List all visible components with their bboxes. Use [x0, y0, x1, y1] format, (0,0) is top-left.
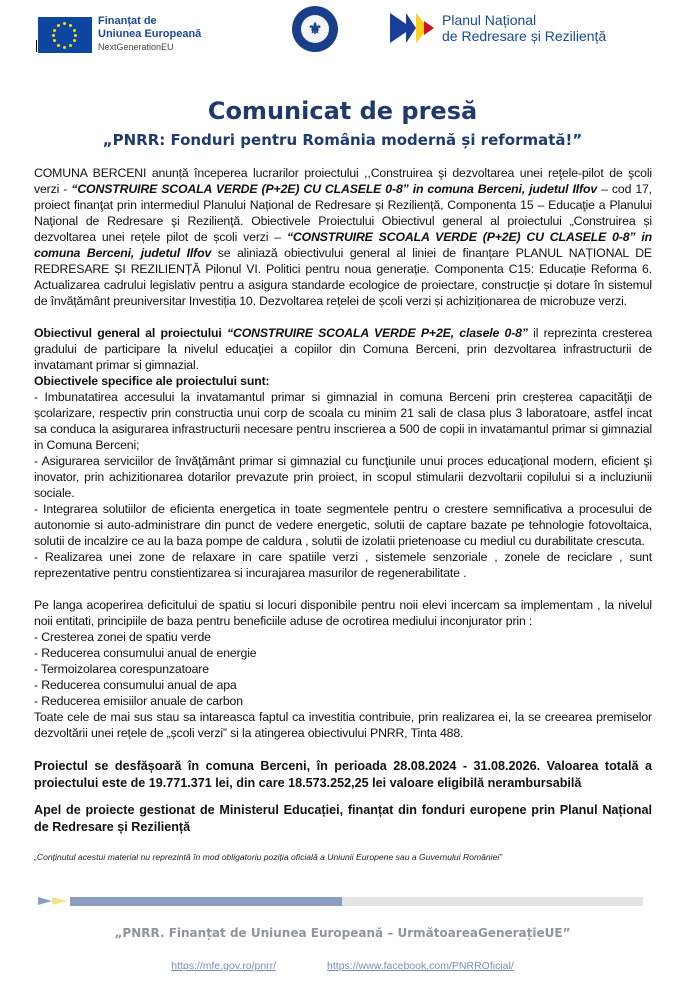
arrow-icon — [52, 897, 68, 905]
page-subtitle: „PNRR: Fonduri pentru România modernă și reformată!” — [102, 131, 583, 149]
environment-item: - Cresterea zonei de spatiu verde — [34, 630, 211, 644]
specific-objective-item: - Asigurarea serviciilor de învăţământ primar si gimnazial cu funcţiunile unui proces educaţional modern, eficient şi inovator, prin achizitionarea dotarilor prevazute prin proiect, in scopul stimularii dezvoltarii copilului si a incluziunii sociale. — [34, 454, 652, 500]
mfe-pnrr-link[interactable]: https://mfe.gov.ro/pnrr/ — [171, 960, 277, 972]
specific-objective-item: - Imbunatatirea accesului la invatamantul primar si gimnazial in comuna Berceni prin creșterea capacităţii de școlarizare, respectiv prin constructia unui corp de scoala cu minim 21 sali de clasa plus 3 laboratoare, astfel incat sa conduca la asigurarea infrastructurii necesare pentru inscrierea a 500 de copii in invatamantul primar si gimnazial in Comuna Berceni; — [34, 390, 652, 452]
eu-logo-line3: NextGenerationEU — [98, 42, 174, 52]
press-release-body — [34, 165, 652, 741]
romanian-government-seal-icon — [292, 6, 338, 52]
coat-of-arms-icon: ⚜ — [301, 15, 329, 43]
environment-item: - Termoizolarea corespunzatoare — [34, 662, 209, 676]
environment-item: - Reducerea consumului anual de apa — [34, 678, 237, 692]
project-name: “CONSTRUIRE SCOALA VERDE (P+2E) CU CLASELE 0-8” in comuna Berceni, judetul Ilfov — [71, 182, 598, 196]
objective-paragraph: Obiectivul general al proiectului “CONSTRUIRE SCOALA VERDE P+2E, clasele 0-8” il reprezinta cresterea gradului de participare la nivelul educaţiei a copiilor din Comuna Berceni, prin dezvoltarea infrastructurii de invatamant primar si gimnazial. — [34, 326, 653, 372]
eu-logo-line1: Finanțat de — [98, 15, 157, 27]
environment-intro: Pe langa acoperirea deficitului de spatiu si locuri disponibile pentru noii elevi incercam sa implementam , la nivelul noii entitati, principiile de baza pentru beneficiile aduse de ocrotirea mediului inconjurator prin : — [34, 598, 652, 628]
project-info: Proiectul se desfășoară în comuna Berceni, în perioada 28.08.2024 - 31.08.2026. Valoarea totală a proiectului este de 19.771.371 lei, din care 18.573.252,25 lei valoare eligibilă nerambursabilă — [34, 759, 652, 790]
specific-objectives-heading: Obiectivele specifice ale proiectului sunt: — [34, 374, 270, 388]
pnrr-logo-line2: de Redresare și Reziliență — [442, 28, 607, 44]
arrow-icon — [38, 897, 52, 905]
project-name: “CONSTRUIRE SCOALA VERDE (P+2E) CU CLASELE 0-8” in comuna Berceni, judetul Ilfov — [34, 230, 652, 260]
call-info: Apel de proiecte gestionat de Ministerul Educației, finanțat din fonduri europene prin Planul Național de Redresare și Reziliență — [34, 803, 652, 834]
objective-project-name: “CONSTRUIRE SCOALA VERDE P+2E, clasele 0-8” — [227, 326, 528, 340]
eu-logo-line2: Uniunea Europeană — [98, 28, 202, 40]
pnrr-arrows-icon — [390, 13, 440, 43]
page-header — [0, 0, 685, 62]
specific-objective-item: - Realizarea unei zone de relaxare in care spatiile verzi , sistemele senzoriale , zonele de reciclare , sunt reprezentative pentru constientizarea si incurajarea masurilor de regenerabilitate . — [34, 550, 652, 580]
eu-flag-icon — [38, 17, 92, 53]
page-title: Comunicat de presă — [207, 97, 478, 125]
specific-objective-item: - Integrarea solutiilor de eficienta energetica in toate segmentele pentru o crestere semnificativa a procesului de autonomie si auto-administrare din punct de vedere energetic, solutii de captare bazate pe tehnologie fotovoltaica, solutii de incalzire ce au la baza pompe de caldura , solutii de izolatii prietenoase cu mediul cu durabilitate crescuta. — [34, 502, 652, 548]
footer-slogan: „PNRR. Finanțat de Uniunea Europeană – UrmătoareaGenerațieUE” — [114, 926, 571, 940]
intro-paragraph: COMUNA BERCENI anunță începerea lucrarilor proiectului ,,Construirea şi dezvoltarea unei reţele-pilot de şcoli verzi - “CONSTRUIRE SCOALA VERDE (P+2E) CU CLASELE 0-8” in comuna Berceni, judetul Ilfov – cod 17, proiect finanţat prin intermediul Planului Național de Redresare și Reziliență, Componenta 15 – Educaţie a Planului Naţional de Redresare şi Rezilienţă. Obiectivele Proiectului Obiectivul general al proiectului „Construirea și dezvoltarea unei rețele pilot de școli verzi – “CONSTRUIRE SCOALA VERDE (P+2E) CU CLASELE 0-8” in comuna Berceni, judetul Ilfov se aliniază obiectivului general al liniei de finanțare PLANUL NAȚIONAL DE REDRESARE ȘI REZILIENȚĂ Pilonul VI. Politici pentru noua generație. Componenta C15: Educație Reforma 6. Actualizarea cadrului legislativ pentru a asigura standarde ecologice de proiectare, construcție și dotare în sistemul de învățământ preuniversitar Investiția 10. Dezvoltarea rețelei de școli verzi și achiziționarea de microbuze verzi. — [34, 166, 652, 308]
text-cursor — [36, 40, 37, 52]
pnrr-logo — [390, 12, 606, 44]
disclaimer: „Conținutul acestui material nu reprezintă în mod obligatoriu poziția oficială a Uniunii Europene sau a Guvernului României” — [34, 852, 503, 862]
eu-funding-logo — [38, 15, 201, 54]
facebook-pnrr-link[interactable]: https://www.facebook.com/PNRROficial/ — [327, 960, 514, 972]
pnrr-logo-line1: Planul Național — [442, 12, 537, 28]
environment-item: - Reducerea consumului anual de energie — [34, 646, 257, 660]
environment-item: - Reducerea emisiilor anuale de carbon — [34, 694, 243, 708]
footer-links — [0, 960, 685, 972]
environment-conclusion: Toate cele de mai sus stau sa intareasca faptul ca investitia contribuie, prin realizarea ei, la se creearea premiselor dezvoltării unei rețele de „școli verzi” si la atingerea obiectivului PNRR, Tinta 488. — [34, 710, 652, 740]
footer-divider — [38, 897, 643, 906]
